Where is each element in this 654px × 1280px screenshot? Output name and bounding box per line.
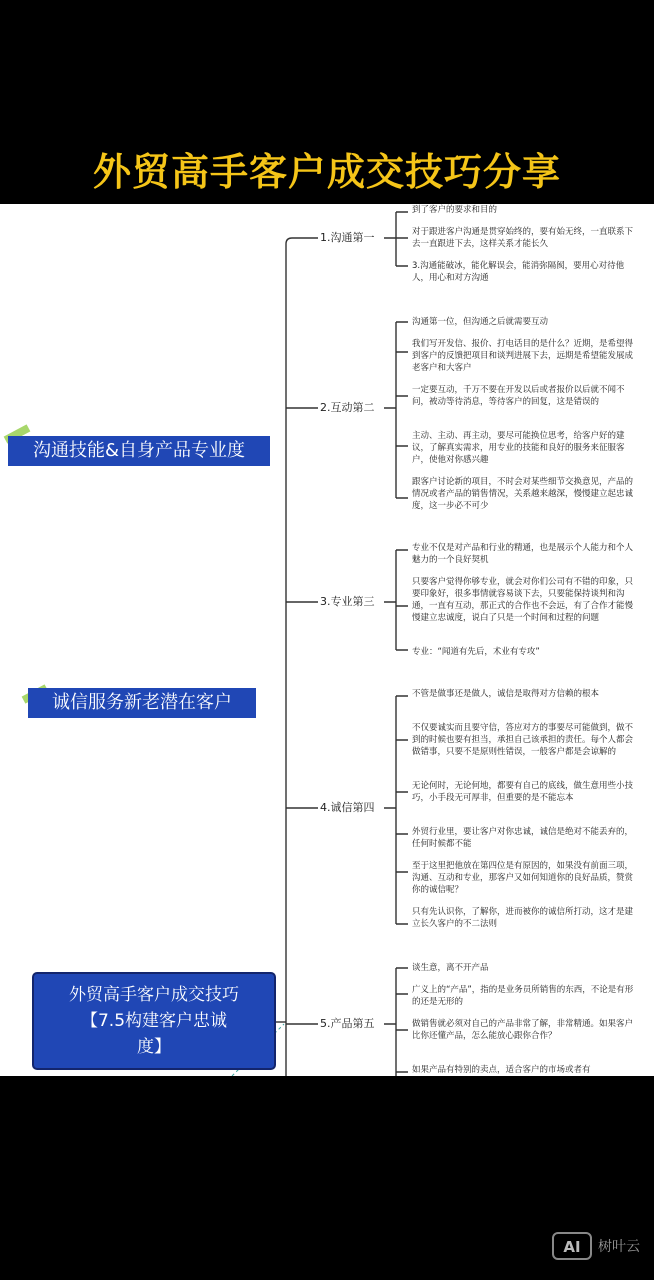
leaf: 不仅要诚实而且要守信，答应对方的事要尽可能做到，做不到的时候也要有担当，承担自己该承担的责任。每个人都会做错事，只要不是原则性错误，一般客户都是会谅解的 xyxy=(412,723,634,757)
leaf: 到了客户的要求和目的 xyxy=(412,205,498,215)
ai-badge-icon: AI xyxy=(552,1232,592,1260)
connector-lines xyxy=(0,204,654,1076)
leaf: 沟通第一位，但沟通之后就需要互动 xyxy=(412,317,549,327)
leaf: 只要客户觉得你够专业，就会对你们公司有不错的印象，只要印象好，很多事情就容易谈下去，只要能保持谈判和沟通，一直有互动，那正式的合作也不会远，有了合作才能慢慢建立忠诚度，说白了只是一个时间和过程的问题 xyxy=(412,577,634,623)
leaf: 广义上的“产品”，指的是业务员所销售的东西，不论是有形的还是无形的 xyxy=(412,985,634,1007)
branch-3-label: 3.专业第三 xyxy=(320,595,375,608)
mind-map-canvas xyxy=(0,204,654,1076)
watermark xyxy=(552,1232,640,1260)
core-node-line2: 【7.5构建客户忠诚 xyxy=(80,1011,228,1031)
core-node xyxy=(32,972,276,1070)
leaf: 谈生意，离不开产品 xyxy=(412,963,489,973)
leaf: 如果产品有特别的卖点，适合客户的市场或者有 xyxy=(412,1065,591,1075)
side-label-integrity: 诚信服务新老潜在客户 xyxy=(28,688,256,718)
branch-2-label: 2.互动第二 xyxy=(320,401,375,414)
watermark-text: 树叶云 xyxy=(598,1239,640,1255)
core-node-line3: 度】 xyxy=(137,1037,171,1057)
leaf: 专业：“闻道有先后，术业有专攻” xyxy=(412,647,540,657)
leaf: 我们写开发信、报价、打电话目的是什么？近期，是希望得到客户的反馈把项目和谈判进展下去，远期是希望能发展成老客户和大客户 xyxy=(412,339,634,373)
leaf: 对于跟进客户沟通是贯穿始终的，要有始无终，一直联系下去一直跟进下去，这样关系才能长久 xyxy=(412,227,634,249)
leaf: 外贸行业里，要让客户对你忠诚，诚信是绝对不能丢弃的，任何时候都不能 xyxy=(412,827,634,849)
leaf: 至于这里把他放在第四位是有原因的，如果没有前面三项，沟通、互动和专业，那客户又如何知道你的良好品质，赞赏你的诚信呢？ xyxy=(412,861,634,895)
leaf: 只有先认识你，了解你，进而被你的诚信所打动，这才是建立长久客户的不二法则 xyxy=(412,907,634,929)
branch-5-label: 5.产品第五 xyxy=(320,1017,375,1030)
leaf: 主动、主动、再主动，要尽可能换位思考，给客户好的建议，了解真实需求，用专业的技能和良好的服务来征服客户，使他对你感兴趣 xyxy=(412,431,625,465)
leaf: 无论何时，无论何地，都要有自己的底线，做生意用些小技巧，小手段无可厚非，但重要的是不能忘本 xyxy=(412,781,634,803)
side-label-skills: 沟通技能&自身产品专业度 xyxy=(8,436,270,466)
leaf: 3.沟通能破冰，能化解误会，能消弥隔阂，要用心对待他人，用心和对方沟通 xyxy=(412,261,625,283)
leaf: 一定要互动，千万不要在开发以后或者报价以后就不闻不问，被动等待消息，等待客户的回复，这是错误的 xyxy=(412,385,625,407)
leaf: 不管是做事还是做人，诚信是取得对方信赖的根本 xyxy=(412,689,600,699)
page-title: 外贸高手客户成交技巧分享 xyxy=(0,140,654,204)
branch-4-label: 4.诚信第四 xyxy=(320,801,375,814)
leaf: 做销售就必须对自己的产品非常了解，非常精通。如果客户比你还懂产品，怎么能放心跟你合作？ xyxy=(412,1019,634,1041)
core-node-line1: 外贸高手客户成交技巧 xyxy=(69,985,239,1005)
leaf: 专业不仅是对产品和行业的精通，也是展示个人能力和个人魅力的一个良好契机 xyxy=(412,543,634,565)
branch-1-label: 1.沟通第一 xyxy=(320,231,375,244)
leaf: 跟客户讨论新的项目，不时会对某些细节交换意见，产品的情况或者产品的销售情况，关系越来越深，慢慢建立起忠诚度，这一步必不可少 xyxy=(412,477,634,511)
